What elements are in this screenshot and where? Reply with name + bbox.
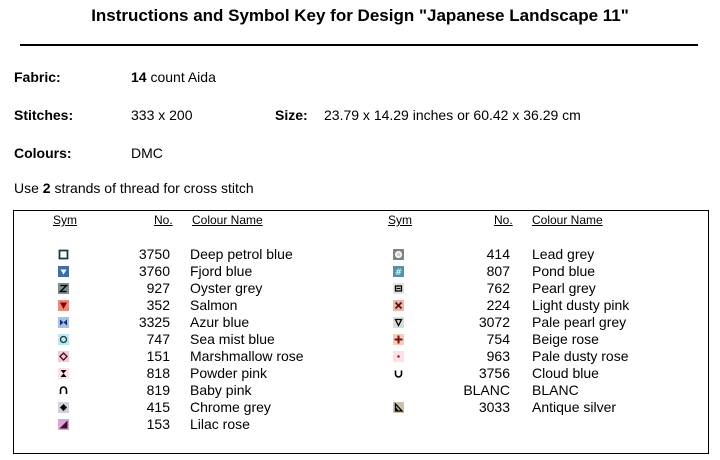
dmc-number: 807 [486,263,510,279]
l-triangle-icon [393,402,404,413]
dmc-number: 754 [486,331,510,347]
fabric-count: 14 [131,69,147,85]
key-row [0,246,720,263]
colour-name: Lilac rose [190,416,250,432]
x-icon [393,300,404,311]
dmc-number: 762 [486,280,510,296]
dmc-number: 3750 [138,246,170,262]
dmc-number: BLANC [463,382,510,398]
u-icon [393,368,404,379]
header-sym-right: Sym [388,213,412,227]
fabric-value [131,69,216,85]
dot-icon [393,351,404,362]
dmc-number: 963 [486,348,510,364]
page-title: Instructions and Symbol Key for Design "Japanese Landscape 11" [91,6,629,25]
corner-triangle-icon [58,419,69,430]
dmc-number: 3072 [478,314,510,330]
colour-name: Baby pink [190,382,252,398]
colour-name: BLANC [532,382,579,398]
fabric-type: count Aida [146,69,216,85]
key-row [0,399,720,416]
colours-value: DMC [131,145,163,161]
key-row [0,297,720,314]
colour-name: Deep petrol blue [190,246,293,262]
header-no-right: No. [494,213,513,227]
colour-name: Chrome grey [190,399,271,415]
dmc-number: 818 [146,365,170,381]
key-row [0,331,720,348]
strand-count: 2 [42,180,51,196]
fabric-label: Fabric: [14,69,61,85]
stitches-label: Stitches: [14,107,74,123]
svg-text:#: # [394,268,403,277]
key-row [0,416,720,433]
dmc-number: 151 [146,348,170,364]
instruction-post: strands of thread for cross stitch [50,180,254,196]
colour-name: Salmon [190,297,238,313]
dmc-number: 747 [146,331,170,347]
colour-name: Pond blue [532,263,596,279]
colour-name: Azur blue [190,314,250,330]
dmc-number: 3325 [138,314,170,330]
size-label: Size: [275,107,308,123]
key-row [0,382,720,399]
header-sym-left: Sym [53,213,77,227]
key-row [0,263,720,280]
stitches-value: 333 x 200 [131,107,193,123]
dmc-number: 415 [146,399,170,415]
circle-filled-icon [393,249,404,260]
colour-name: Sea mist blue [190,331,275,347]
colours-label: Colours: [14,145,72,161]
instruction-text [14,180,254,196]
key-row [0,348,720,365]
key-row [0,314,720,331]
colour-name: Cloud blue [532,365,599,381]
key-row [0,365,720,382]
colour-name: Pale pearl grey [532,314,627,330]
hash-icon [393,266,404,277]
colour-name: Powder pink [190,365,268,381]
instruction-pre: Use [14,180,43,196]
dmc-number: 153 [146,416,170,432]
header-no-left: No. [154,213,173,227]
dmc-number: 3756 [478,365,510,381]
colour-name: Antique silver [532,399,617,415]
size-value: 23.79 x 14.29 inches or 60.42 x 36.29 cm [324,107,581,123]
triangle-down-outline-icon [393,317,404,328]
title-underline [20,44,698,46]
colour-name: Oyster grey [190,280,263,296]
dmc-number: 224 [486,297,510,313]
header-name-right: Colour Name [532,213,603,227]
dmc-number: 3760 [138,263,170,279]
plus-icon [393,334,404,345]
minus-box-icon [393,283,404,294]
colour-name: Marshmallow rose [190,348,304,364]
colour-name: Lead grey [532,246,595,262]
colour-name: Pearl grey [532,280,596,296]
colour-name: Fjord blue [190,263,253,279]
colour-name: Pale dusty rose [532,348,629,364]
dmc-number: 819 [146,382,170,398]
key-row [0,280,720,297]
dmc-number: 352 [146,297,170,313]
header-name-left: Colour Name [192,213,263,227]
dmc-number: 414 [486,246,510,262]
dmc-number: 927 [146,280,170,296]
dmc-number: 3033 [478,399,510,415]
colour-name: Beige rose [532,331,599,347]
colour-name: Light dusty pink [532,297,630,313]
